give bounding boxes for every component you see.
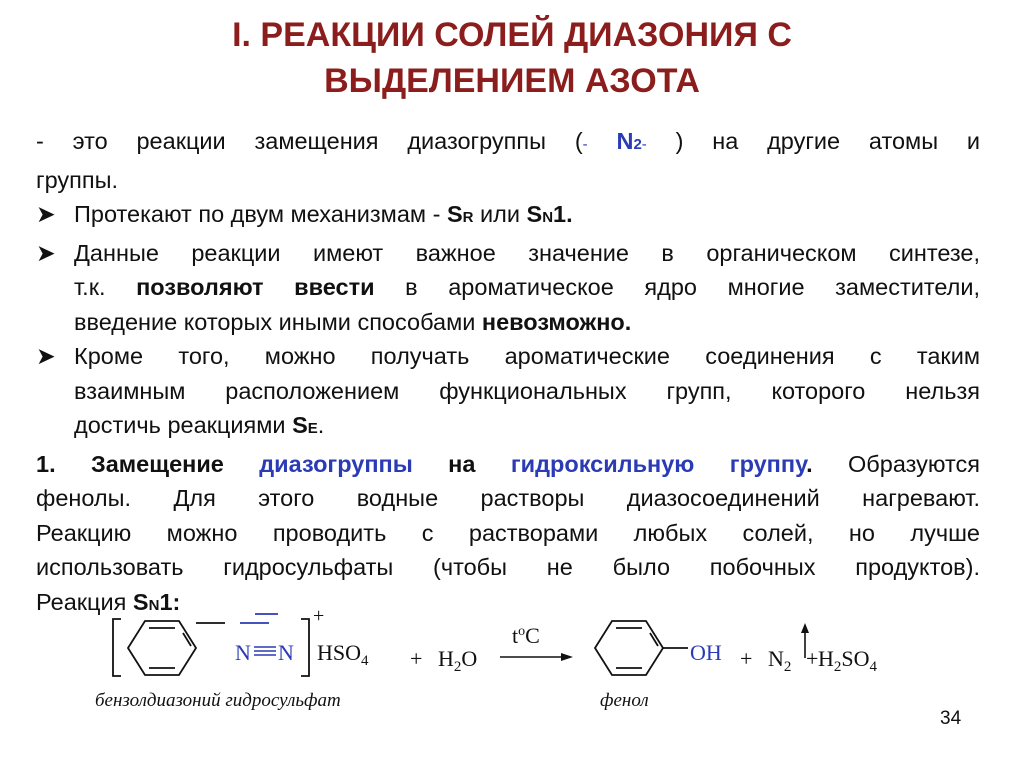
benzene-ring-icon (595, 621, 663, 675)
charge-plus: + (313, 605, 325, 627)
gas-arrow-head-icon (801, 623, 809, 633)
caption-diazonium: бензолдиазоний гидросульфат (95, 690, 341, 711)
nitrogen-gas: $N_2$ (768, 646, 792, 675)
hydroxyl-group: OH (690, 640, 722, 665)
arrow-bullet-icon: ➤ (36, 201, 56, 227)
bullet-1-text: Протекают по двум механизмам - (74, 201, 447, 227)
bracket-right (301, 619, 309, 676)
bullet-3-line-2: взаимным расположением функциональных групп, которого нельзя (74, 377, 980, 404)
bullet-2-line-1: Данные реакции имеют важное значение в органическом синтезе, (74, 239, 980, 266)
dash-mark: - (36, 128, 44, 154)
bullet-3-line-1: Кроме того, можно получать ароматические соединения с таким (74, 343, 980, 369)
title-line-2: ВЫДЕЛЕНИЕМ АЗОТА (324, 62, 700, 100)
section-1-line-2: фенолы. Для этого водные растворы диазосоединений нагревают. (36, 485, 980, 511)
arrow-head-icon (561, 653, 573, 661)
diazo-group: N (616, 128, 634, 154)
intro-text-end: ) на другие атомы и (675, 128, 981, 154)
water: $H_2O$ (438, 646, 478, 675)
bullet-2-line-3: введение которых иными способами невозможно. (74, 308, 632, 335)
diazo-group-subscript: 2 (633, 136, 642, 153)
title-line-1: I. РЕАКЦИИ СОЛЕЙ ДИАЗОНИЯ С (232, 16, 792, 54)
sulfuric-acid: $H_2SO_4$ (818, 646, 878, 675)
intro-line-2: группы. (36, 166, 118, 193)
arrow-bullet-icon: ➤ (36, 343, 56, 369)
slide-content (36, 124, 980, 623)
plus-1: + (410, 646, 423, 671)
arrow-bullet-icon: ➤ (36, 239, 56, 266)
bullet-2-line-2: т.к. позволяют ввести в ароматическое ядро многие заместители, (74, 274, 981, 300)
bullet-importance (36, 236, 980, 340)
section-1-line-3: Реакцию можно проводить с растворами любых солей, но лучше (36, 519, 980, 546)
reaction-condition: $t^oC$ (512, 623, 540, 648)
group-bond-right: - (641, 136, 647, 153)
bullet-arrangement (36, 339, 980, 447)
intro-line-1 (36, 124, 980, 163)
section-1-line-5: Реакция SN1: (36, 588, 181, 615)
bullet-3-line-3: достичь реакциями SE. (74, 412, 325, 438)
intro-text: это реакции замещения диазогруппы ( (72, 128, 583, 154)
counter-ion: $HSO_4$ (317, 640, 369, 669)
diazo-n-right: N (278, 640, 294, 665)
mechanism-sr: SR (446, 201, 474, 227)
plus-2: + (740, 646, 753, 671)
reaction-scheme (95, 603, 915, 723)
diazo-n-left: N (235, 640, 251, 665)
section-1-heading: 1. Замещение диазогруппы на гидроксильную группу. Образуются (36, 450, 980, 477)
page-number: 34 (940, 708, 962, 729)
mechanism-sn1: SN1. (526, 201, 573, 227)
plus-3: + (806, 646, 819, 671)
caption-phenol: фенол (600, 690, 649, 711)
section-1-line-4: использовать гидросульфаты (чтобы не было побочных продуктов). (36, 554, 980, 580)
group-bond-left: - (582, 136, 588, 153)
bracket-left (113, 619, 121, 676)
slide-title (0, 12, 1024, 104)
bullet-mechanisms (36, 197, 980, 236)
benzene-ring-icon (128, 621, 196, 675)
bullet-1-or: или (473, 201, 527, 227)
